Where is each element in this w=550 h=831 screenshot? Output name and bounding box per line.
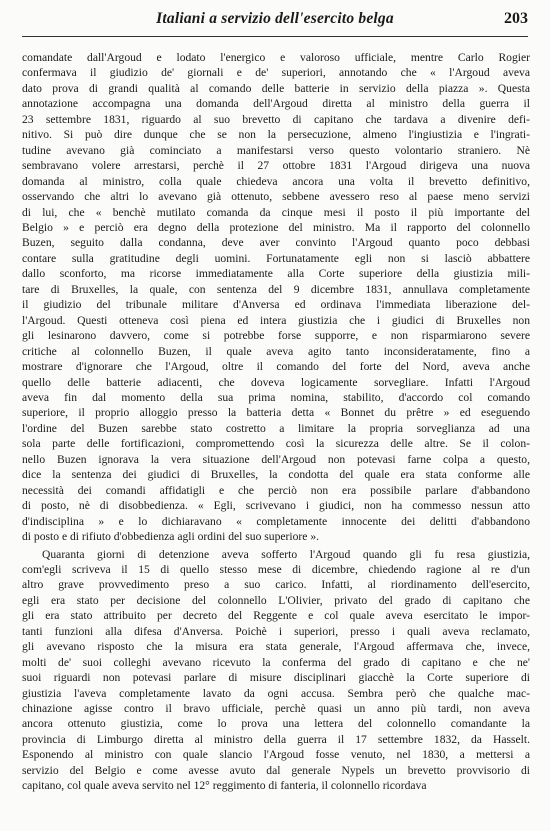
text-line: necessità dei comandi affidatigli e che perciò non era possibile parlare d'abbandono	[22, 483, 530, 497]
text-line: di posto, nè di disobbedienza. « Egli, scrivevano i giudici, non ha commesso nessun atto	[22, 499, 530, 513]
text-line: dallo sconforto, ma ricorse immediatamente alla Corte superiore della giustizia mili-	[22, 267, 530, 281]
text-line: aveva fin dal momento della sua prima nomina, stabilito, d'accordo col comando	[22, 390, 530, 404]
text-line: d'indisciplina » e lo dichiaravano « completamente innocente dei delitti d'abbandono	[22, 514, 530, 528]
text-line: Buzen, seguito dalla condanna, deve aver convinto l'Argoud quanto poco debbasi	[22, 236, 530, 250]
text-line: l'Argoud. Questi otteneva così piena ed intera giustizia che i giudici di Bruxelles non	[22, 313, 530, 327]
text-line: domanda al ministro, colla quale chiedeva ancora una volta il brevetto definitivo,	[22, 174, 530, 188]
text-line: gli lesinarono davvero, come si potrebbe forse supporre, e non risparmiarono severe	[22, 329, 530, 343]
text-line: giustizia l'aveva completamente lavato da ogni accusa. Sembra però che qualche mac-	[22, 686, 530, 700]
running-title: Italiani a servizio dell'esercito belga	[156, 10, 394, 27]
text-line: nello Buzen ignorava la vera situazione dell'Argoud non potevasi farne colpa a questo,	[22, 452, 530, 466]
text-line: l'ordine del Buzen sarebbe stato costretto a limitare la propria sorveglianza ad una	[22, 421, 530, 435]
text-line: servizio del Belgio e come avesse avuto dal generale Nypels un brevetto provvisorio di	[22, 763, 530, 777]
text-line: chinazione agisse contro il bravo ufficiale, perchè quasi un anno più tardi, non aveva	[22, 702, 530, 716]
text-line: confermava il giudizio de' giornali e de' superiori, annotando che « l'Argoud aveva	[22, 66, 530, 80]
text-line: critiche al colonnello Buzen, il quale aveva agito tanto inconsideratamente, fino a	[22, 344, 530, 358]
text-line: tare di Bruxelles, la quale, con sentenza del 9 dicembre 1831, annullava completamente	[22, 282, 530, 296]
text-line: nitivo. Si può dire dunque che se non la persecuzione, almeno l'ingiustizia e l'ingrati-	[22, 128, 530, 142]
text-line: dice la sentenza dei giudici di Bruxelles, la condotta del quale era stata conforme alle	[22, 468, 530, 482]
text-line: suoi riguardi non potevasi parlare di misure disciplinari giacchè la Corte superiore di	[22, 671, 530, 685]
text-line: mostrare d'ignorare che l'Argoud, oltre il comando del forte del Nord, aveva anche	[22, 360, 530, 374]
text-line: Belgio » e perciò era degno della protezione del ministro. Ma il rapporto del colonnello	[22, 220, 530, 234]
paragraph	[22, 547, 530, 794]
text-line: sola parte delle fortificazioni, compromettendo così la sicurezza delle altre. Se il colon-	[22, 437, 530, 451]
text-line: gli avevano risposto che la misura era stata generale, l'Argoud affermava che, invece,	[22, 640, 530, 654]
text-line: tanti funzioni alla difesa d'Anversa. Poichè i superiori, presso i quali aveva reclamato,	[22, 624, 530, 638]
text-line: capitano, col quale aveva servito nel 12° reggimento di fanteria, il colonnello ricordava	[22, 779, 427, 793]
text-line: ancora ottenuto giustizia, come lo prova una lettera del colonnello comandante la	[22, 717, 530, 731]
text-line: comandate dall'Argoud e lodato l'energico e valoroso ufficiale, mentre Carlo Rogier	[22, 51, 530, 64]
text-line: com'egli scriveva il 15 di quello stesso mese di dicembre, chiedendo ragione al re d'un	[22, 562, 530, 576]
page-header	[0, 0, 550, 44]
text-line: altro grave provvedimento preso a suo carico. Infatti, al riordinamento dell'esercito,	[22, 578, 530, 592]
text-line: tudine avevano già cominciato a manifestarsi verso questo volontario straniero. Nè	[22, 143, 530, 157]
text-line: sembravano volere arrestarsi, perchè il 27 ottobre 1831 l'Argoud dirigeva una nuova	[22, 159, 530, 173]
text-line: Quaranta giorni di detenzione aveva sofferto l'Argoud quando gli fu resa giustizia,	[42, 547, 530, 561]
text-line: il giudizio del tribunale militare d'Anversa ed ordinava l'immediata liberazione del-	[22, 298, 530, 312]
text-line: Esponendo al ministro con quale slancio l'Argoud fosse venuto, nel 1830, a mettersi a	[22, 748, 530, 762]
text-line: egli era stato per decisione del colonnello L'Olivier, privato del grado di capitano che	[22, 593, 530, 607]
text-line: di lui, che « benchè mutilato comanda da cinque mesi il posto il più importante del	[22, 205, 530, 219]
text-line: di posto e di rifiuto d'obbedienza agli ordini del suo superiore ».	[22, 530, 320, 544]
text-line: provincia di Limburgo diretta al ministro della guerra il 17 settembre 1832, da Hasselt.	[22, 732, 530, 746]
header-rule	[22, 36, 528, 37]
text-line: osservando che altri lo avevano già ottenuto, sebbene avessero reso al paese meno servizi	[22, 190, 530, 204]
text-line: 23 settembre 1831, riguardo al suo brevetto di capitano che tardava a divenire defi-	[22, 112, 530, 126]
body-text	[22, 50, 530, 794]
text-line: dato prova di grandi qualità al comando delle batterie in servizio della piazza ». Questa	[22, 81, 530, 95]
text-line: molti de' suoi colleghi avevano ricevuto la conferma del grado di capitano e che ne'	[22, 655, 530, 669]
text-line: superiore, il proprio alloggio presso la batteria detta « Bonnet du prêtre » ed eseguendo	[22, 406, 530, 420]
text-line: annotazione accompagna una domanda dell'Argoud diretta al ministro della guerra il	[22, 97, 530, 111]
page-number: 203	[504, 10, 528, 27]
paragraph	[22, 50, 530, 545]
text-line: gli era stato attribuito per decreto del Reggente e col quale aveva esercitato le impor-	[22, 609, 530, 623]
text-line: contare sulla gratitudine degli uomini. Fortunatamente egli non si lasciò abbattere	[22, 251, 530, 265]
text-line: quello delle batterie adiacenti, che doveva logicamente sorvegliare. Infatti l'Argoud	[22, 375, 530, 389]
